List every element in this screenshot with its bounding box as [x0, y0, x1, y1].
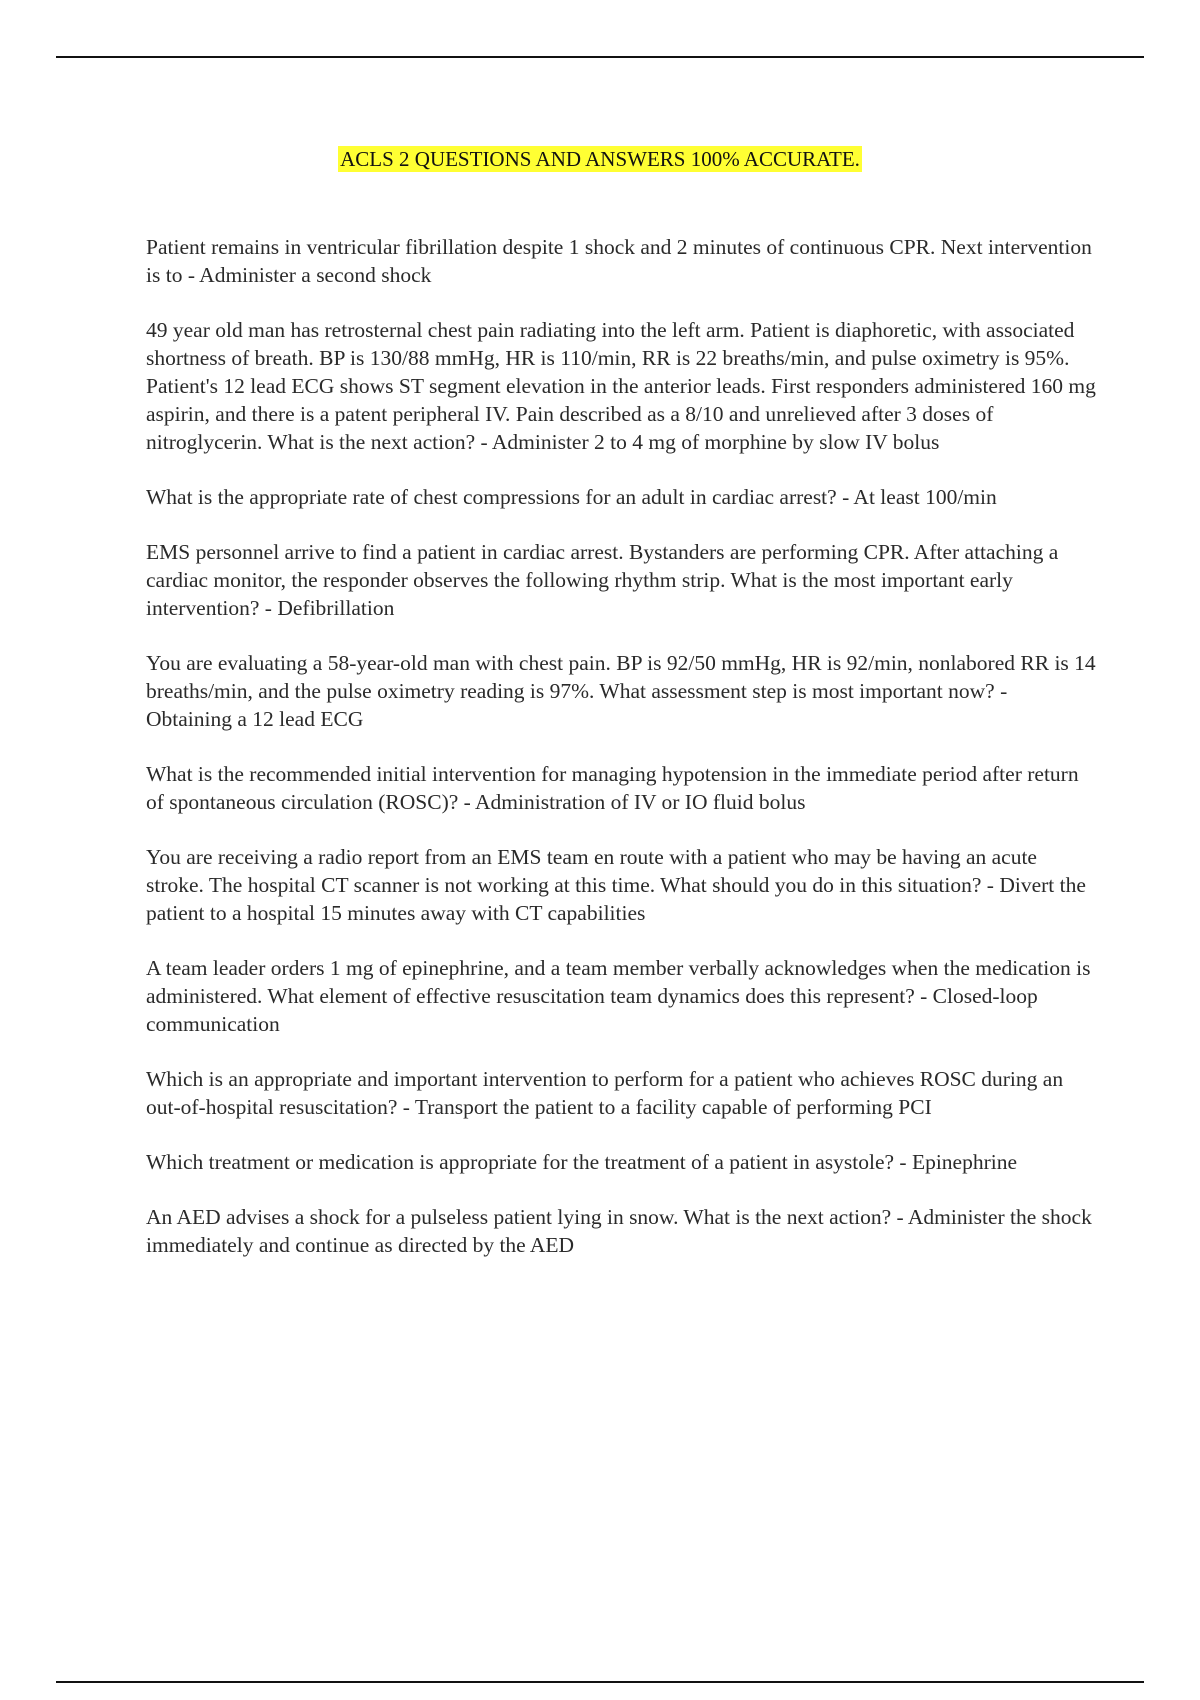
- qa-entry-11: An AED advises a shock for a pulseless patient lying in snow. What is the next action? - Administer the shock immediately and continue as directed by the AED: [146, 1205, 1092, 1257]
- qa-entry-2: 49 year old man has retrosternal chest pain radiating into the left arm. Patient is diaphoretic, with associated shortness of breath. BP is 130/88 mmHg, HR is 110/min, RR is 22 breaths/min, and pulse oximetry is 95%. Patient's 12 lead ECG shows ST segment elevation in the anterior leads. First responders administered 160 mg aspirin, and there is a patent peripheral IV. Pain described as a 8/10 and unrelieved after 3 doses of nitroglycerin. What is the next action? - Administer 2 to 4 mg of morphine by slow IV bolus: [146, 318, 1096, 454]
- qa-entry-1: Patient remains in ventricular fibrillation despite 1 shock and 2 minutes of continuous CPR. Next intervention is to - Administer a second shock: [146, 235, 1092, 287]
- qa-entry-9: Which is an appropriate and important intervention to perform for a patient who achieves ROSC during an out-of-hospital resuscitation? - Transport the patient to a facility capable of performing PCI: [146, 1067, 1064, 1119]
- qa-entry-8: A team leader orders 1 mg of epinephrine, and a team member verbally acknowledges when the medication is administered. What element of effective resuscitation team dynamics does this represent? - Closed-loop communication: [146, 956, 1091, 1036]
- qa-entry-3: What is the appropriate rate of chest compressions for an adult in cardiac arrest? - At least 100/min: [146, 485, 997, 509]
- qa-entry-7: You are receiving a radio report from an EMS team en route with a patient who may be having an acute stroke. The hospital CT scanner is not working at this time. What should you do in this situation? - Divert the patient to a hospital 15 minutes away with CT capabilities: [146, 845, 1086, 925]
- title-container: [0, 146, 1200, 172]
- qa-entry-4: EMS personnel arrive to find a patient in cardiac arrest. Bystanders are performing CPR. After attaching a cardiac monitor, the responder observes the following rhythm strip. What is the most important early intervention? - Defibrillation: [146, 540, 1059, 620]
- header-rule: [56, 56, 1144, 58]
- document-title: ACLS 2 QUESTIONS AND ANSWERS 100% ACCURATE.: [340, 147, 860, 171]
- qa-entry-10: Which treatment or medication is appropriate for the treatment of a patient in asystole? - Epinephrine: [146, 1150, 1018, 1174]
- footer-rule: [56, 1681, 1144, 1683]
- qa-entry-5: You are evaluating a 58-year-old man with chest pain. BP is 92/50 mmHg, HR is 92/min, nonlabored RR is 14 breaths/min, and the pulse oximetry reading is 97%. What assessment step is most important now? - Obtaining a 12 lead ECG: [146, 651, 1096, 731]
- document-body: [146, 233, 1096, 1286]
- qa-entry-6: What is the recommended initial intervention for managing hypotension in the immediate period after return of spontaneous circulation (ROSC)? - Administration of IV or IO fluid bolus: [146, 762, 1079, 814]
